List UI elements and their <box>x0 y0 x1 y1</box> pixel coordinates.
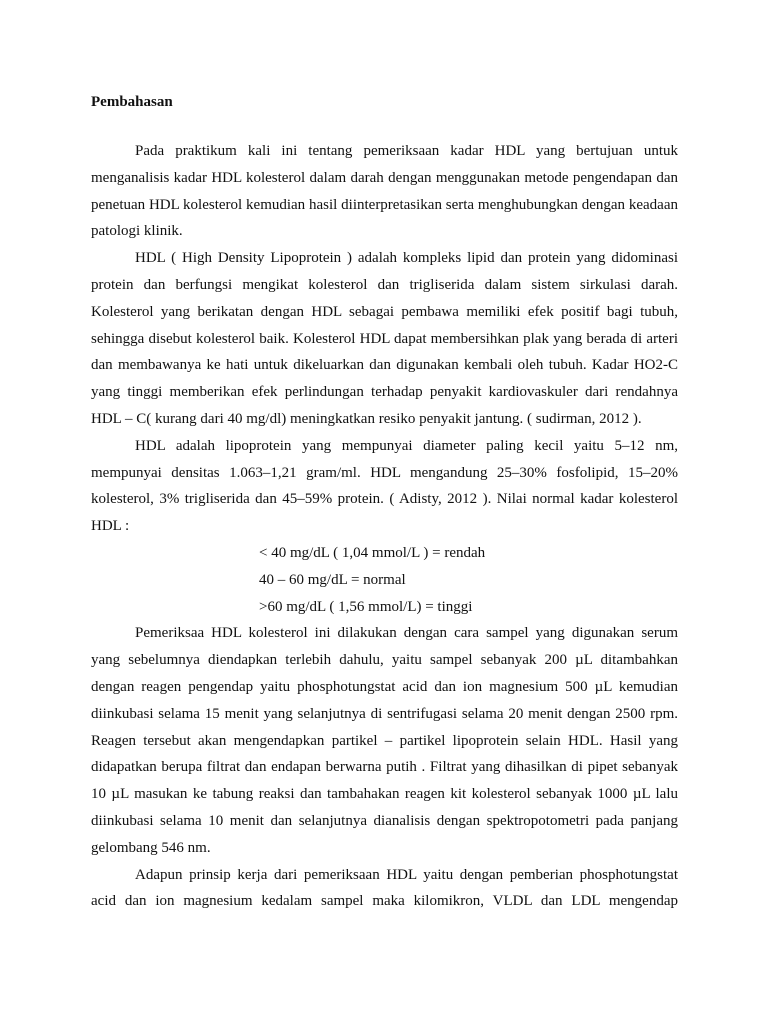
document-body <box>91 90 678 915</box>
paragraph-procedure: Pemeriksaa HDL kolesterol ini dilakukan dengan cara sampel yang digunakan serum yang sebelumnya diendapkan terlebih dahulu, yaitu sampel sebanyak 200 µL ditambahkan dengan reagen pengendap yaitu phosphotungstat acid dan ion magnesium 500 µL kemudian diinkubasi selama 15 menit yang selanjutnya di sentrifugasi selama 20 menit dengan 2500 rpm. Reagen tersebut akan mengendapkan partikel – partikel lipoprotein selain HDL. Hasil yang didapatkan berupa filtrat dan endapan berwarna putih . Filtrat yang dihasilkan di pipet sebanyak 10 µL masukan ke tabung reaksi dan tambahakan reagen kit kolesterol sebanyak 1000 µL lalu diinkubasi selama 10 menit dan selanjutnya dianalisis dengan spektropotometri pada panjang gelombang 546 nm. <box>91 625 678 856</box>
normal-value-high: >60 mg/dL ( 1,56 mmol/L) = tinggi <box>259 598 473 615</box>
paragraph-hdl-definition: HDL ( High Density Lipoprotein ) adalah kompleks lipid dan protein yang didominasi protein dan berfungsi mengikat kolesterol dan trigliserida dalam sistem sirkulasi darah. Kolesterol yang berikatan dengan HDL sebagai pembawa memiliki efek positif bagi tubuh, sehingga disebut kolesterol baik. Kolesterol HDL dapat membersihkan plak yang berada di arteri dan membawanya ke hati untuk dikeluarkan dan digunakan kembali oleh tubuh. Kadar HO2-C yang tinggi memberikan efek perlindungan terhadap penyakit kardiovaskuler dari rendahnya HDL – C( kurang dari 40 mg/dl) meningkatkan resiko penyakit jantung. ( sudirman, 2012 ). <box>91 250 678 427</box>
section-heading: Pembahasan <box>91 94 173 110</box>
paragraph-principle: Adapun prinsip kerja dari pemeriksaan HDL yaitu dengan pemberian phosphotungstat acid dan ion magnesium kedalam sampel maka kilomikron, VLDL dan LDL mengendap <box>91 866 678 910</box>
normal-values-list <box>259 540 678 620</box>
paragraph-intro: Pada praktikum kali ini tentang pemeriksaan kadar HDL yang bertujuan untuk menganalisis kadar HDL kolesterol dalam darah dengan menggunakan metode pengendapan dan penetuan HDL kolesterol kemudian hasil diinterpretasikan serta menghubungkan dengan keadaan patologi klinik. <box>91 143 678 240</box>
normal-value-low: < 40 mg/dL ( 1,04 mmol/L ) = rendah <box>259 544 486 561</box>
paragraph-hdl-properties: HDL adalah lipoprotein yang mempunyai diameter paling kecil yaitu 5–12 nm, mempunyai densitas 1.063–1,21 gram/ml. HDL mengandung 25–30% fosfolipid, 15–20% kolesterol, 3% trigliserida dan 45–59% protein. ( Adisty, 2012 ). Nilai normal kadar kolesterol HDL : <box>91 437 678 535</box>
normal-value-normal: 40 – 60 mg/dL = normal <box>259 571 406 588</box>
